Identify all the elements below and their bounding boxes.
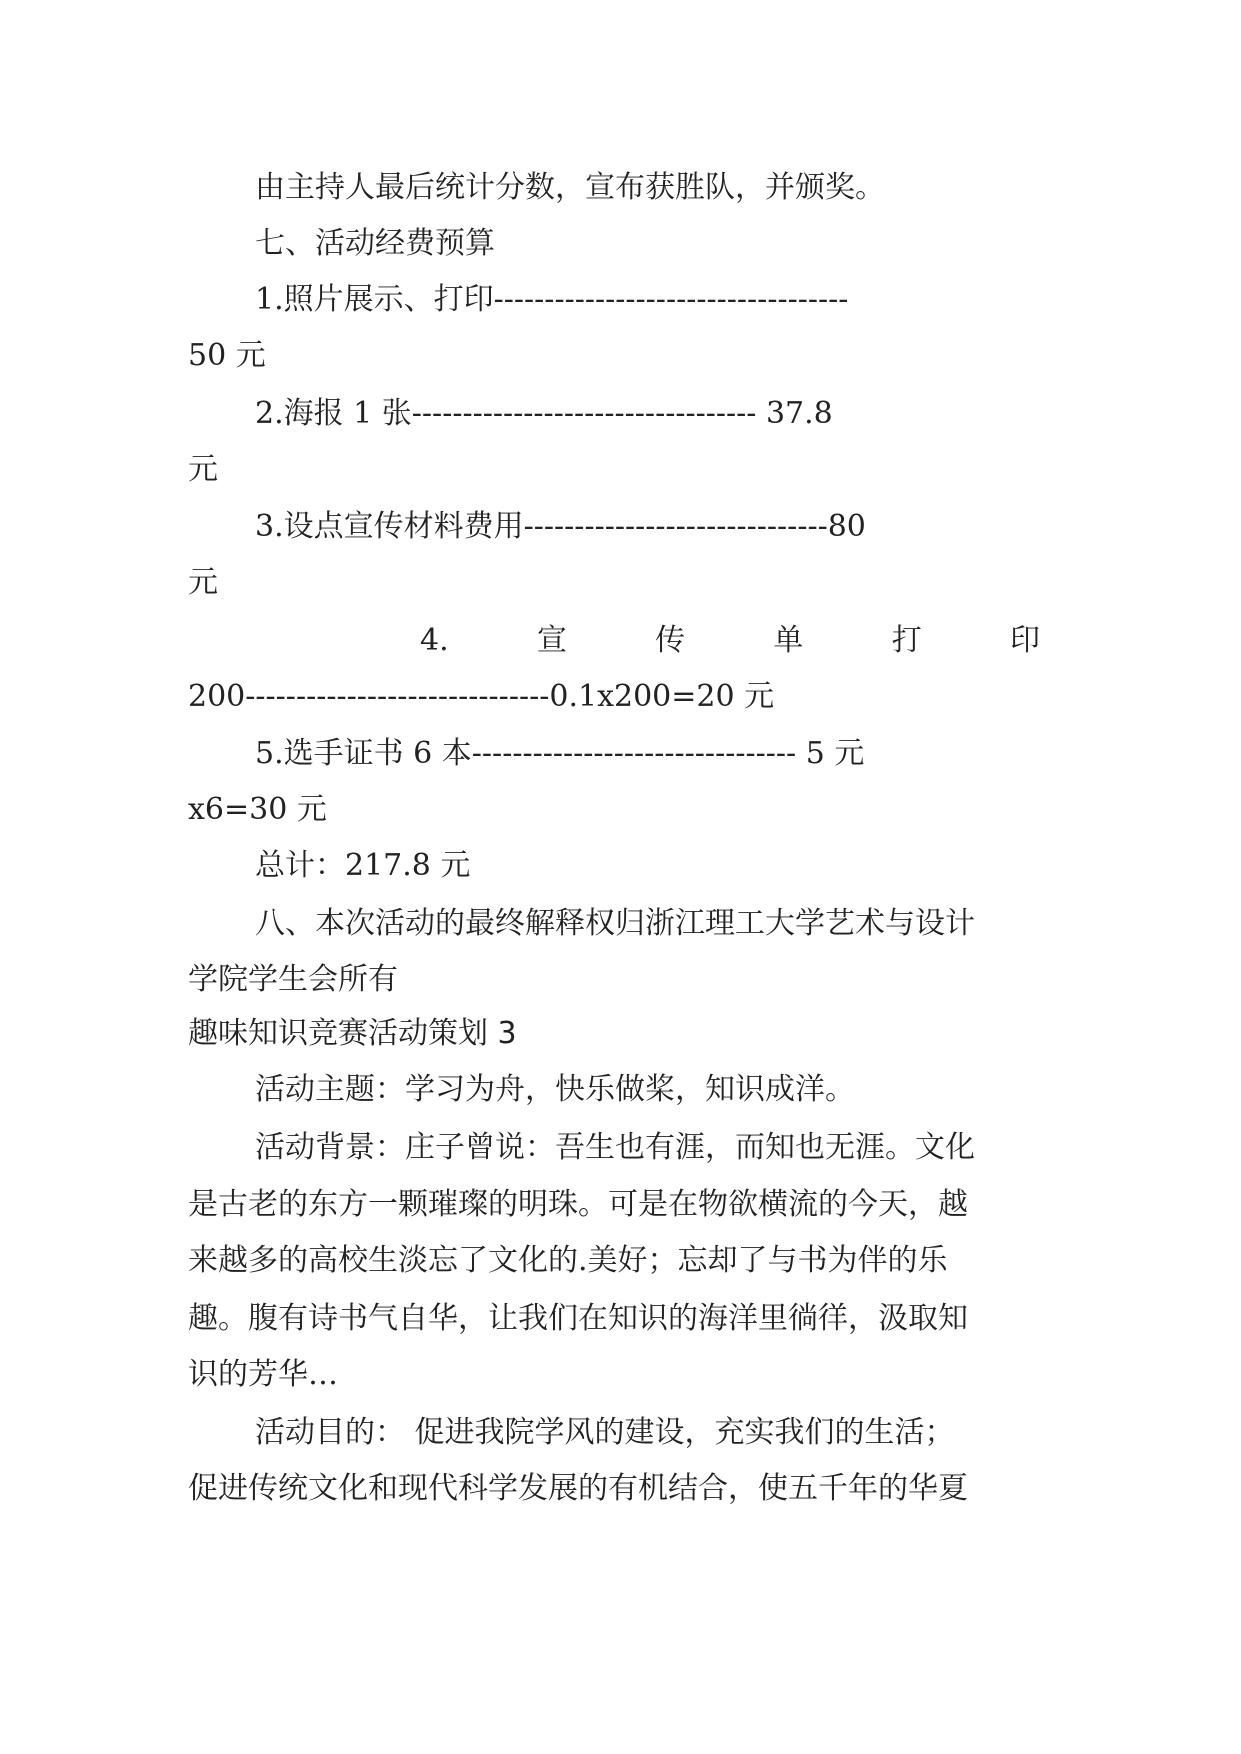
budget-item: 5.选手证书 6 本-------------------------------- 5 元 xyxy=(255,736,865,771)
text-line: 200------------------------------0.1x200=20 元 xyxy=(188,679,775,714)
text-line: x6=30 元 xyxy=(188,792,327,827)
spread-word: 单 xyxy=(773,623,804,658)
text-line: 识的芳华… xyxy=(188,1357,338,1392)
text-line: 活动目的： 促进我院学风的建设，充实我们的生活； xyxy=(255,1415,955,1450)
budget-item-spread xyxy=(420,611,1040,671)
text-line: 元 xyxy=(188,565,218,600)
text-line: 活动主题：学习为舟，快乐做桨，知识成洋。 xyxy=(255,1072,855,1107)
spread-word: 宣 xyxy=(536,623,567,658)
text-line: 是古老的东方一颗璀璨的明珠。可是在物欲横流的今天，越 xyxy=(188,1187,968,1222)
section-heading: 八、本次活动的最终解释权归浙江理工大学艺术与设计 xyxy=(255,906,975,941)
text-line: 元 xyxy=(188,452,218,487)
text-line: 由主持人最后统计分数，宣布获胜队，并颁奖。 xyxy=(255,170,885,205)
spread-word: 传 xyxy=(655,623,686,658)
text-line: 趣。腹有诗书气自华，让我们在知识的海洋里徜徉，汲取知 xyxy=(188,1301,968,1336)
budget-item: 2.海报 1 张---------------------------------- 37.8 xyxy=(255,396,833,431)
spread-word: 打 xyxy=(891,623,922,658)
text-line: 来越多的高校生淡忘了文化的.美好；忘却了与书为伴的乐 xyxy=(188,1243,948,1278)
budget-item: 1.照片展示、打印----------------------------------- xyxy=(255,282,849,317)
document-title: 趣味知识竞赛活动策划 3 xyxy=(188,1016,517,1051)
text-line: 促进传统文化和现代科学发展的有机结合，使五千年的华夏 xyxy=(188,1471,968,1506)
text-line: 活动背景：庄子曾说：吾生也有涯，而知也无涯。文化 xyxy=(255,1130,975,1165)
spread-word: 4. xyxy=(420,623,449,658)
total-line: 总计：217.8 元 xyxy=(255,848,471,883)
budget-item: 3.设点宣传材料费用------------------------------80 xyxy=(255,509,866,544)
text-line: 学院学生会所有 xyxy=(188,962,398,997)
spread-word: 印 xyxy=(1009,623,1040,658)
text-line: 50 元 xyxy=(188,338,266,373)
section-heading: 七、活动经费预算 xyxy=(255,226,495,261)
